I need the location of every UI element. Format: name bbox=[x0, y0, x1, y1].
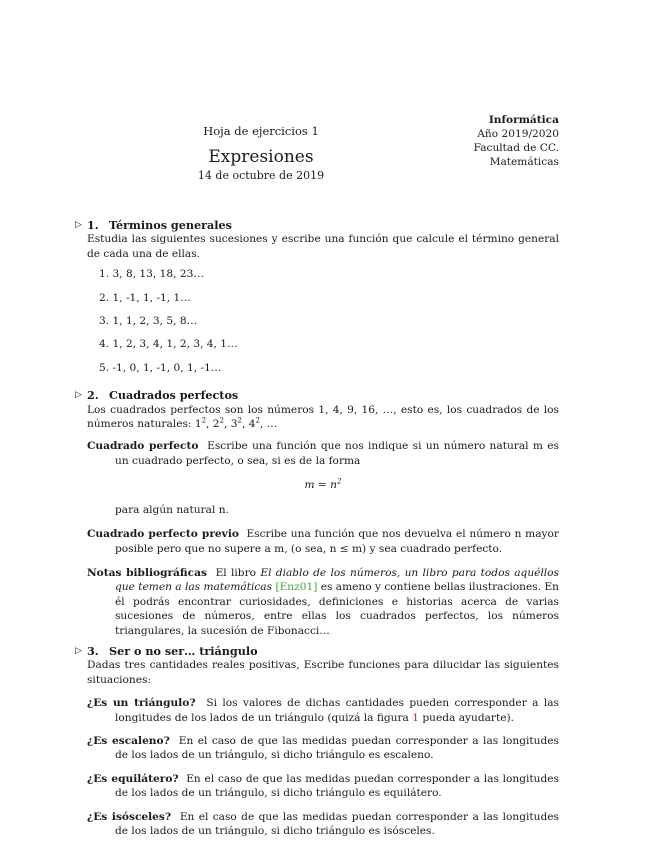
question-es-triangulo: ¿Es un triángulo? Si los valores de dichas cantidades pueden corresponder a las longitudes de los lados de un triángulo (quizá la figura 1 pueda ayudarte). bbox=[87, 697, 559, 724]
section-intro: Los cuadrados perfectos son los números 1, 4, 9, 16, …, esto es, los cuadrados de los números naturales: $1^2$, $2^2$, $3^2$, $4^2$, … bbox=[87, 403, 559, 431]
definition-cuadrado-perfecto-previo bbox=[87, 527, 559, 556]
section-number: 3. bbox=[87, 643, 99, 658]
document-header bbox=[186, 124, 336, 184]
question-term: ¿Es equilátero? bbox=[87, 772, 179, 785]
section-heading bbox=[75, 388, 559, 403]
definition-term: Cuadrado perfecto previo bbox=[87, 528, 239, 541]
list-item: 5. -1, 0, 1, -1, 0, 1, -1… bbox=[99, 361, 222, 374]
question-es-equilatero: ¿Es equilátero? En el caso de que las medidas puedan corresponder a las longitudes de los lados de un triángulo, si dicho triángulo es equilátero. bbox=[87, 772, 559, 800]
section-intro: Estudia las siguientes sucesiones y escribe una función que calcule el término general de cada una de ellas. bbox=[87, 233, 559, 260]
faculty-line-1: Facultad de CC. bbox=[473, 142, 559, 154]
question-term: ¿Es escaleno? bbox=[87, 734, 170, 747]
section-cuadrados-perfectos bbox=[75, 388, 559, 638]
sheet-label: Hoja de ejercicios 1 bbox=[203, 124, 319, 138]
document-body bbox=[75, 218, 559, 838]
faculty-line-2: Matemáticas bbox=[489, 156, 559, 168]
definition-term: Notas bibliográficas bbox=[87, 566, 207, 579]
question-term: ¿Es isósceles? bbox=[87, 810, 172, 823]
formula-note: para algún natural n. bbox=[115, 503, 229, 516]
triangle-marker-icon: ▷ bbox=[75, 220, 82, 230]
question-es-escaleno: ¿Es escaleno? En el caso de que las medidas puedan corresponder a las longitudes de los lados de un triángulo, si dicho triángulo es escaleno. bbox=[87, 734, 559, 762]
section-terminos-generales bbox=[75, 218, 559, 375]
definition-term: Cuadrado perfecto bbox=[87, 440, 199, 453]
subject-name: Informática bbox=[488, 114, 559, 126]
sequence-list bbox=[87, 267, 559, 375]
section-triangulo bbox=[75, 643, 559, 838]
triangle-marker-icon: ▷ bbox=[75, 645, 82, 656]
document-date: 14 de octubre de 2019 bbox=[197, 169, 325, 183]
book-title: El diablo de los números, un libro para todos aquéllos que temen a las matemáticas bbox=[115, 566, 559, 594]
section-number: 2. bbox=[87, 388, 99, 403]
section-heading bbox=[75, 218, 559, 232]
academic-year: Año 2019/2020 bbox=[477, 128, 559, 140]
definition-cuadrado-perfecto bbox=[87, 439, 559, 468]
section-heading bbox=[75, 643, 559, 658]
triangle-marker-icon: ▷ bbox=[75, 390, 82, 401]
question-es-isosceles: ¿Es isósceles? En el caso de que las medidas puedan corresponder a las longitudes de los lados de un triángulo, si dicho triángulo es isósceles. bbox=[87, 810, 559, 837]
question-term: ¿Es un triángulo? bbox=[87, 697, 196, 710]
definition-text: Escribe una función que nos devuelva el número n mayor posible pero que no supere a m, (o sea, n ≤ m) y sea cuadrado perfecto. bbox=[115, 528, 559, 555]
page-title: Expresiones bbox=[208, 147, 314, 168]
list-item: 2. 1, -1, 1, -1, 1… bbox=[99, 291, 191, 304]
section-title: Términos generales bbox=[109, 218, 232, 232]
list-item: 4. 1, 2, 3, 4, 1, 2, 3, 4, 1… bbox=[99, 338, 238, 351]
list-item: 3. 1, 1, 2, 3, 5, 8… bbox=[99, 315, 198, 328]
section-intro: Dadas tres cantidades reales positivas, Escribe funciones para dilucidar las siguientes situaciones: bbox=[87, 659, 559, 686]
figure-reference-link[interactable]: 1 bbox=[412, 711, 419, 724]
section-title: Cuadrados perfectos bbox=[109, 388, 239, 403]
course-info bbox=[474, 113, 559, 169]
definition-text: Escribe una función que nos indique si un número natural m es un cuadrado perfecto, o sea, si es de la forma bbox=[115, 440, 559, 467]
list-item: 1. 3, 8, 13, 18, 23… bbox=[99, 268, 204, 281]
formula: $m = n^2$ bbox=[304, 477, 342, 492]
section-title: Ser o no ser… triángulo bbox=[109, 643, 258, 658]
definition-notas-bibliograficas: Notas bibliográficas El libro El diablo de los números, un libro para todos aquéllos que temen a las matemáticas [Enz01] es ameno y contiene bellas ilustraciones. En él podrás encontrar curiosidades, definiciones e historias acerca de varias sucesiones de números, entre ellas los cuadrados perfectos, los números triangulares, la sucesión de Fibonacci… bbox=[87, 566, 559, 637]
section-number: 1. bbox=[87, 218, 99, 232]
citation-link[interactable]: [Enz01] bbox=[275, 581, 318, 594]
